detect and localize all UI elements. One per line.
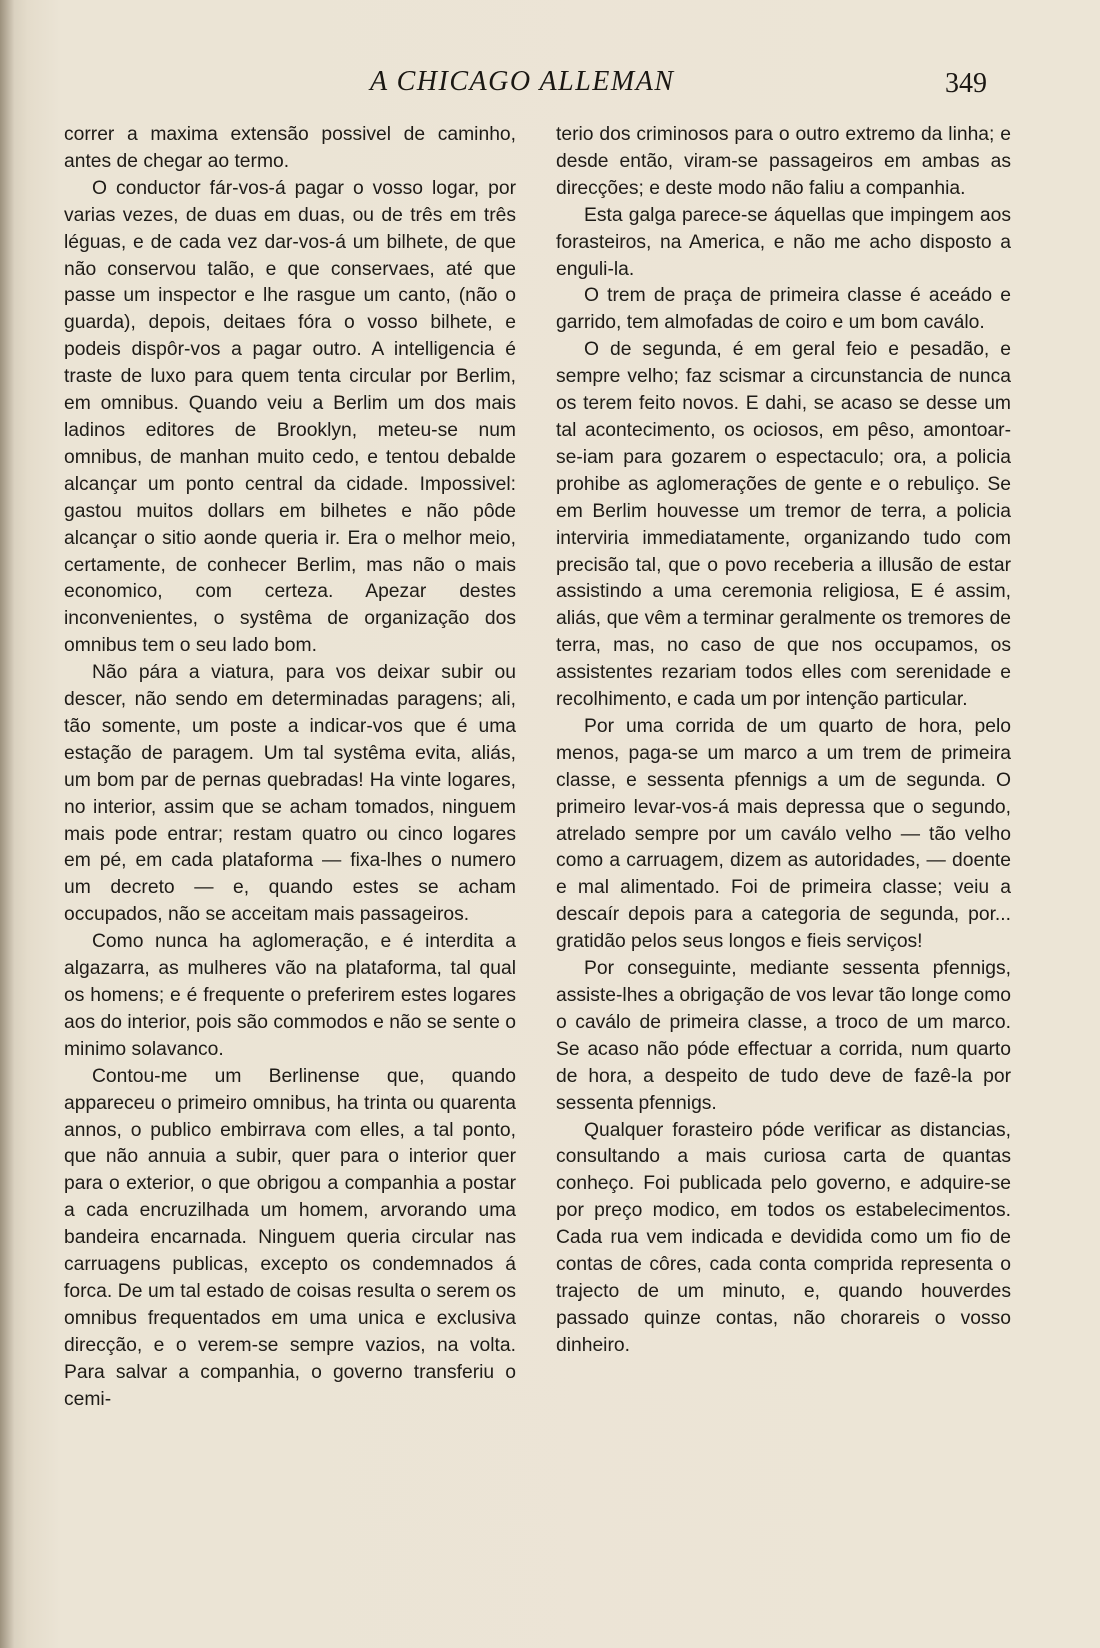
paragraph: O conductor fár-vos-á pagar o vosso logar, por varias vezes, de duas em duas, ou de três em três léguas, e de cada vez dar-vos-á um bilhete, de que não conservou talão, e que conservaes, até que passe um inspector e lhe rasgue um canto, (não o guarda), depois, deitaes fóra o vosso bilhete, e podeis dispôr-vos a pagar outro. A intelligencia é traste de luxo para quem tenta circular por Berlim, em omnibus. Quando veiu a Berlim um dos mais ladinos editores de Brooklyn, meteu-se num omnibus, de manhan muito cedo, e tentou debalde alcançar um ponto central da cidade. Impossivel: gastou muitos dollars em bilhetes e não pôde alcançar o sitio aonde queria ir. Era o melhor meio, certamente, de conhecer Berlim, mas não o mais economico, com certeza. Apezar destes inconvenientes, o systêma de organização dos omnibus tem o seu lado bom. bbox=[64, 177, 516, 657]
binding-gutter bbox=[0, 0, 14, 1648]
paragraph: Contou-me um Berlinense que, quando appareceu o primeiro omnibus, ha trinta ou quarenta annos, o publico embirrava com elles, a tal ponto, que não annuia a subir, quer para o interior quer para o exterior, o que obrigou a companhia a postar a cada encruzilhada um homem, arvorando uma bandeira encarnada. Ninguem queria circular nas carruagens publicas, excepto os condemnados á forca. De um tal estado de coisas resulta o serem os omnibus frequentados em uma unica e exclusiva direcção, e o verem-se sempre vazios, na volta. Para salvar a companhia, o governo transferiu o cemi- bbox=[64, 1065, 516, 1410]
left-column bbox=[64, 122, 516, 1414]
paragraph: Por conseguinte, mediante sessenta pfennigs, assiste-lhes a obrigação de vos levar tão longe como o caválo de primeira classe, a troco de um marco. Se acaso não póde effectuar a corrida, num quarto de hora, a despeito de tudo deve de fazê-la por sessenta pfennigs. bbox=[556, 958, 1011, 1114]
right-column bbox=[556, 122, 1011, 1360]
paragraph: O trem de praça de primeira classe é aceádo e garrido, tem almofadas de coiro e um bom caválo. bbox=[556, 285, 1011, 334]
paragraph: O de segunda, é em geral feio e pesadão, e sempre velho; faz scismar a circunstancia de nunca os terem feito novos. E dahi, se acaso se desse um tal acontecimento, os ociosos, em pêso, amontoar-se-iam para gozarem o espectaculo; ora, a policia prohibe as aglomerações de gente e o rebuliço. Se em Berlim houvesse um tremor de terra, a policia interviria immediatamente, organizando tudo com precisão tal, que o povo receberia a illusão de estar assistindo a uma ceremonia religiosa, E é assim, aliás, que vêm a terminar geralmente os tremores de terra, mas, no caso de que nos occupamos, os assistentes rezariam todos elles com serenidade e recolhimento, e cada um por intenção particular. bbox=[556, 339, 1011, 711]
paragraph: Qualquer forasteiro póde verificar as distancias, consultando a mais curiosa carta de quantas conheço. Foi publicada pelo governo, e adquire-se por preço modico, em todos os estabelecimentos. Cada rua vem indicada e devidida como um fio de contas de côres, cada conta comprida representa o trajecto de um minuto, e, quando houverdes passado quinze contas, não chorareis o vosso dinheiro. bbox=[556, 1119, 1011, 1356]
paragraph: Esta galga parece-se áquellas que impingem aos forasteiros, na America, e não me acho disposto a enguli-la. bbox=[556, 204, 1011, 280]
paragraph: Não pára a viatura, para vos deixar subir ou descer, não sendo em determinadas paragens; ali, tão somente, um poste a indicar-vos que é uma estação de paragem. Um tal systêma evita, aliás, um bom par de pernas quebradas! Ha vinte logares, no interior, assim que se acham tomados, ninguem mais pode entrar; restam quatro ou cinco logares em pé, em cada plataforma — fixa-lhes o numero um decreto — e, quando estes se acham occupados, não se acceitam mais passageiros. bbox=[64, 662, 516, 926]
paragraph: Por uma corrida de um quarto de hora, pelo menos, paga-se um marco a um trem de primeira classe, e sessenta pfennigs a um de segunda. O primeiro levar-vos-á mais depressa que o segundo, atrelado sempre por um caválo velho — tão velho como a carruagem, dizem as autoridades, — doente e mal alimentado. Foi de primeira classe; veiu a descaír depois para a categoria de segunda, por... gratidão pelos seus longos e fieis serviços! bbox=[556, 715, 1011, 953]
paragraph: Como nunca ha aglomeração, e é interdita a algazarra, as mulheres vão na plataforma, tal qual os homens; e é frequente o preferirem estes logares aos do interior, pois são commodos e não se sente o minimo solavanco. bbox=[64, 931, 516, 1060]
page-number: 349 bbox=[945, 68, 987, 99]
running-title: A CHICAGO ALLEMAN bbox=[370, 66, 675, 97]
paragraph: correr a maxima extensão possivel de caminho, antes de chegar ao termo. bbox=[64, 124, 516, 172]
paragraph: terio dos criminosos para o outro extremo da linha; e desde então, viram-se passageiros em ambas as direcções; e deste modo não faliu a companhia. bbox=[556, 124, 1011, 199]
